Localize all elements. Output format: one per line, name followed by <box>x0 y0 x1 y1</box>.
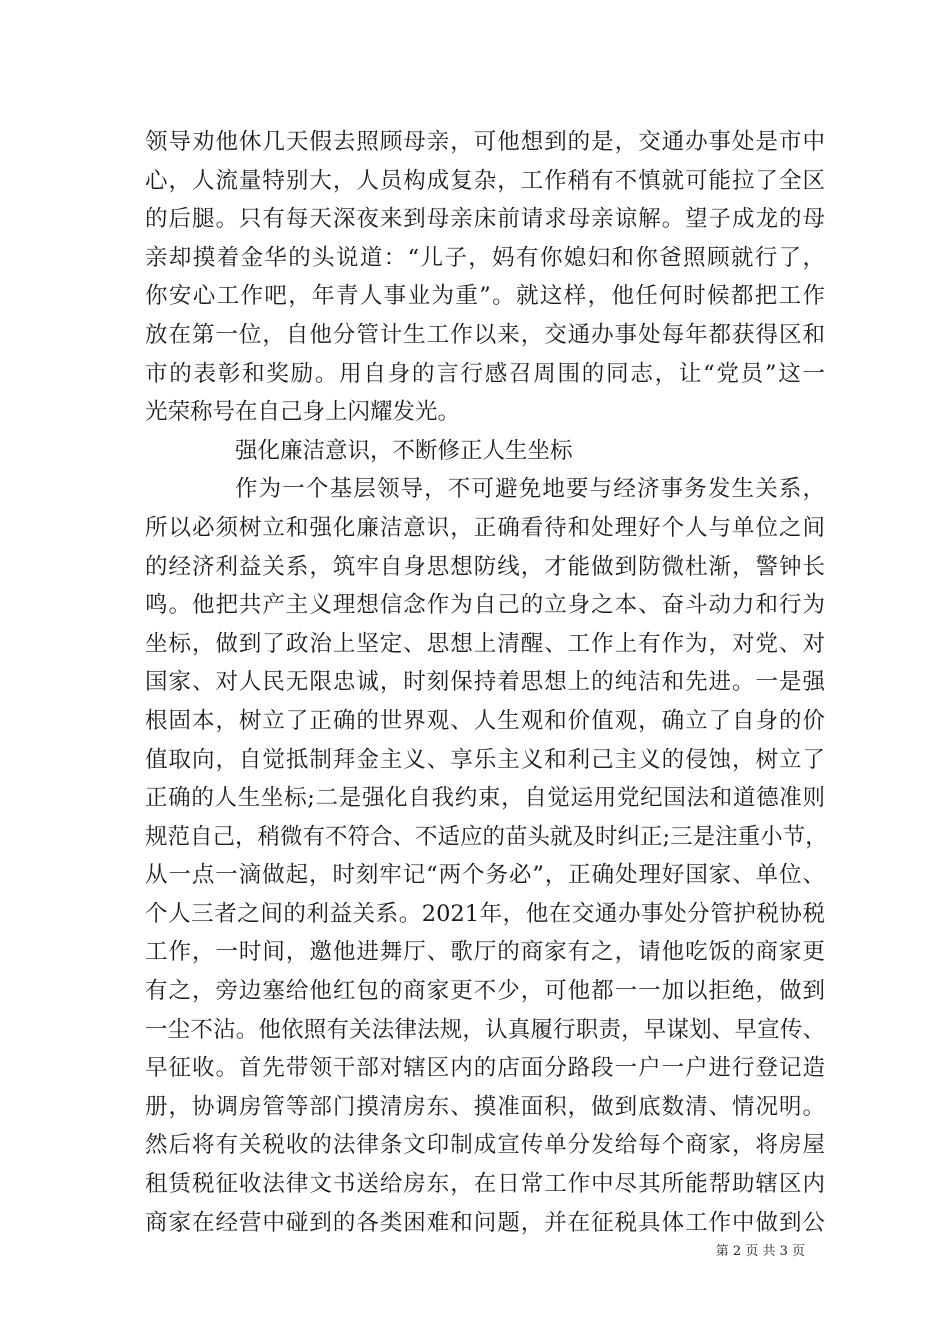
paragraph-1-line: 亲却摸着金华的头说道：“儿子，妈有你媳妇和你爸照顾就行了， <box>145 244 825 271</box>
paragraph-2-line: 然后将有关税收的法律条文印制成宣传单分发给每个商家，将房屋 <box>145 1132 825 1159</box>
paragraph-2-line: 租赁税征收法律文书送给房东，在日常工作中尽其所能帮助辖区内 <box>145 1171 825 1198</box>
paragraph-2-line: 作为一个基层领导，不可避免地要与经济事务发生关系， <box>235 476 825 503</box>
paragraph-2-line: 国家、对人民无限忠诚，时刻保持着思想上的纯洁和先进。一是强 <box>145 669 825 696</box>
paragraph-1-line: 放在第一位，自他分管计生工作以来，交通办事处每年都获得区和 <box>145 321 825 348</box>
paragraph-2-line: 有之，旁边塞给他红包的商家更不少，可他都一一加以拒绝，做到 <box>145 978 825 1005</box>
paragraph-2-line: 坐标，做到了政治上坚定、思想上清醒、工作上有作为，对党、对 <box>145 630 825 657</box>
paragraph-2-line: 从一点一滴做起，时刻牢记“两个务必”，正确处理好国家、单位、 <box>145 862 825 889</box>
paragraph-2-line: 值取向，自觉抵制拜金主义、享乐主义和利己主义的侵蚀，树立了 <box>145 746 825 773</box>
paragraph-1-line: 领导劝他休几天假去照顾母亲，可他想到的是，交通办事处是市中 <box>145 129 825 155</box>
paragraph-1-line: 的后腿。只有每天深夜来到母亲床前请求母亲谅解。望子成龙的母 <box>145 206 825 233</box>
paragraph-2-line: 一尘不沾。他依照有关法律法规，认真履行职责，早谋划、早宣传、 <box>145 1016 825 1043</box>
paragraph-1-line: 心，人流量特别大，人员构成复杂，工作稍有不慎就可能拉了全区 <box>145 167 825 194</box>
page-number: 第 2 页 共 3 页 <box>715 1244 805 1259</box>
paragraph-2-line: 个人三者之间的利益关系。2021年，他在交通办事处分管护税协税 <box>145 900 825 927</box>
paragraph-2-line: 册，协调房管等部门摸清房东、摸准面积，做到底数清、情况明。 <box>145 1093 825 1120</box>
paragraph-2-line: 根固本，树立了正确的世界观、人生观和价值观，确立了自身的价 <box>145 707 825 734</box>
paragraph-2-line: 工作，一时间，邀他进舞厅、歌厅的商家有之，请他吃饭的商家更 <box>145 939 825 966</box>
paragraph-2-line: 所以必须树立和强化廉洁意识，正确看待和处理好个人与单位之间 <box>145 514 825 541</box>
paragraph-1-line: 光荣称号在自己身上闪耀发光。 <box>145 399 461 426</box>
paragraph-1-line: 市的表彰和奖励。用自身的言行感召周围的同志，让“党员”这一 <box>145 360 825 387</box>
paragraph-2-line: 正确的人生坐标;二是强化自我约束，自觉运用党纪国法和道德准则 <box>145 785 825 812</box>
document-body <box>145 123 828 1242</box>
section-heading: 强化廉洁意识，不断修正人生坐标 <box>235 437 573 464</box>
paragraph-2-line: 鸣。他把共产主义理想信念作为自己的立身之本、奋斗动力和行为 <box>145 592 825 619</box>
paragraph-2-line: 商家在经营中碰到的各类困难和问题，并在征税具体工作中做到公 <box>145 1209 825 1236</box>
paragraph-2-line: 的经济利益关系，筑牢自身思想防线，才能做到防微杜渐，警钟长 <box>145 553 825 580</box>
paragraph-2-line: 早征收。首先带领干部对辖区内的店面分路段一户一户进行登记造 <box>145 1055 825 1082</box>
paragraph-2-line: 规范自己，稍微有不符合、不适应的苗头就及时纠正;三是注重小节， <box>145 823 828 850</box>
paragraph-1-line: 你安心工作吧，年青人事业为重”。就这样，他任何时候都把工作 <box>145 283 825 310</box>
